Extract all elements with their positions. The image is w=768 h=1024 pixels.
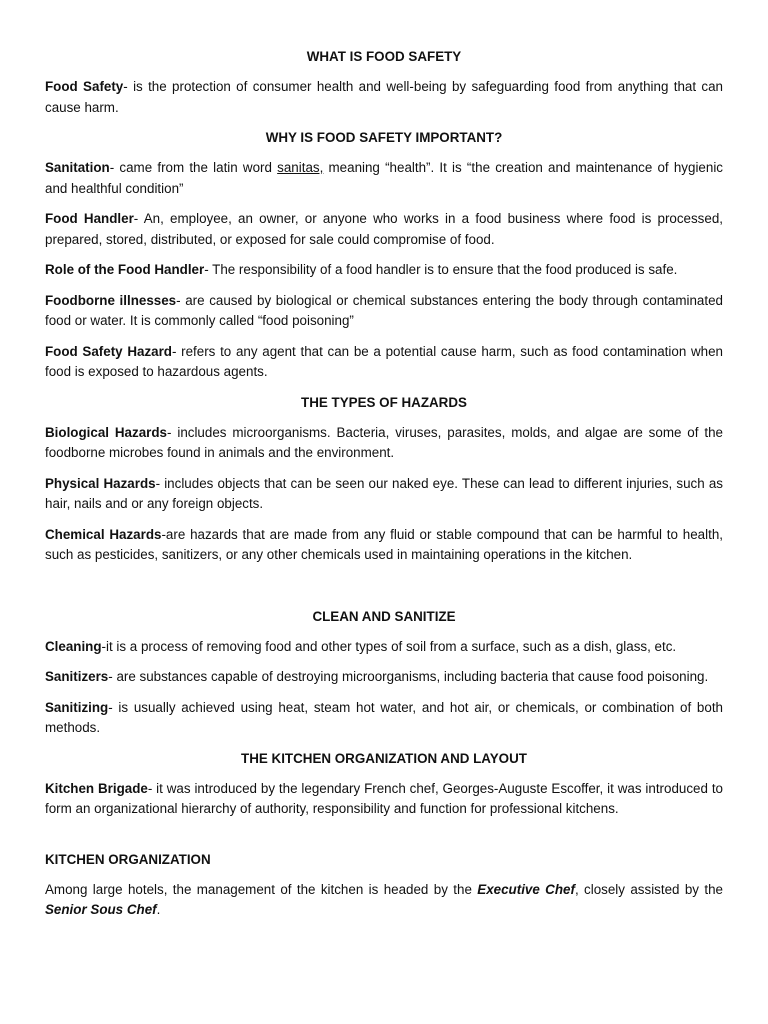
kitchen-org-text-a: Among large hotels, the management of the kitchen is headed by the xyxy=(45,881,478,897)
paragraph-physical-hazards xyxy=(45,474,723,515)
paragraph-food-safety xyxy=(45,77,723,118)
kitchen-org-text-b: , closely assisted by the xyxy=(574,881,723,897)
definition-sanitation-part-b: meaning “health”. It is “the creation and maintenance of hygienic and healthful condition” xyxy=(45,160,723,196)
term-senior-sous-chef: Senior Sous Chef xyxy=(45,902,157,917)
paragraph-kitchen-organization xyxy=(45,880,723,921)
paragraph-food-handler xyxy=(45,209,723,250)
definition-sanitizers: - are substances capable of destroying microorganisms, including bacteria that cause food poisoning. xyxy=(108,669,709,684)
term-foodborne-illnesses: Foodborne illnesses xyxy=(45,292,177,308)
heading-types-of-hazards: THE TYPES OF HAZARDS xyxy=(301,394,467,410)
paragraph-role-food-handler xyxy=(45,260,723,281)
term-role-food-handler: Role of the Food Handler xyxy=(45,262,205,277)
paragraph-biological-hazards xyxy=(45,423,723,464)
term-physical-hazards: Physical Hazards xyxy=(45,475,156,491)
definition-physical-hazards: - includes objects that can be seen our naked eye. These can lead to different injuries, such as hair, nails and or any foreign objects. xyxy=(45,475,723,511)
term-kitchen-brigade: Kitchen Brigade xyxy=(45,780,148,796)
underlined-word-sanitas: sanitas, xyxy=(277,160,324,175)
term-biological-hazards: Biological Hazards xyxy=(45,424,167,440)
paragraph-cleaning xyxy=(45,637,723,658)
definition-sanitation-part-a: - came from the latin word xyxy=(109,160,278,175)
definition-food-handler: - An, employee, an owner, or anyone who works in a food business where food is processed, prepared, stored, distributed, or exposed for sale could compromise of food. xyxy=(45,211,723,247)
term-food-safety-hazard: Food Safety Hazard xyxy=(45,343,172,359)
definition-food-safety: - is the protection of consumer health and well-being by safeguarding food from anything that can cause harm. xyxy=(45,79,723,115)
term-chemical-hazards: Chemical Hazards xyxy=(45,526,162,542)
spacer xyxy=(45,830,723,850)
spacer xyxy=(45,576,723,607)
paragraph-chemical-hazards xyxy=(45,525,723,566)
paragraph-sanitizing xyxy=(45,698,723,739)
definition-biological-hazards: - includes microorganisms. Bacteria, viruses, parasites, molds, and algae are some of the foodborne microbes found in animals and the environment. xyxy=(45,424,723,460)
heading-what-is-food-safety: WHAT IS FOOD SAFETY xyxy=(306,49,462,64)
definition-foodborne-illnesses: - are caused by biological or chemical substances entering the body through contaminated food or water. It is commonly called “food poisoning” xyxy=(45,292,723,328)
term-sanitation: Sanitation xyxy=(45,160,110,175)
definition-food-safety-hazard: - refers to any agent that can be a potential cause harm, such as food contamination when food is exposed to hazardous agents. xyxy=(45,343,723,379)
term-sanitizing: Sanitizing xyxy=(45,699,109,715)
heading-why-important: WHY IS FOOD SAFETY IMPORTANT? xyxy=(265,130,503,145)
definition-role-food-handler: - The responsibility of a food handler is to ensure that the food produced is safe. xyxy=(204,262,678,277)
paragraph-sanitizers xyxy=(45,667,723,688)
term-food-handler: Food Handler xyxy=(45,211,134,226)
definition-cleaning: -it is a process of removing food and other types of soil from a surface, such as a dish, glass, etc. xyxy=(101,638,677,654)
definition-chemical-hazards: -are hazards that are made from any fluid or stable compound that can be harmful to health, such as pesticides, sanitizers, or any other chemicals used in maintaining operations in the kitchen. xyxy=(45,526,723,562)
heading-kitchen-organization-layout: THE KITCHEN ORGANIZATION AND LAYOUT xyxy=(241,750,527,766)
term-sanitizers: Sanitizers xyxy=(45,669,109,684)
paragraph-foodborne-illnesses xyxy=(45,291,723,332)
term-food-safety: Food Safety xyxy=(45,79,124,94)
definition-sanitizing: - is usually achieved using heat, steam hot water, and hot air, or chemicals, or combination of both methods. xyxy=(45,699,723,735)
heading-clean-and-sanitize: CLEAN AND SANITIZE xyxy=(312,608,456,624)
paragraph-kitchen-brigade xyxy=(45,779,723,820)
heading-kitchen-organization: KITCHEN ORGANIZATION xyxy=(45,851,211,867)
kitchen-org-text-c: . xyxy=(156,902,161,917)
definition-kitchen-brigade: - it was introduced by the legendary French chef, Georges-Auguste Escoffer, it was introduced to form an organizational hierarchy of authority, responsibility and function for professional kitchens. xyxy=(45,780,723,816)
paragraph-sanitation xyxy=(45,158,723,199)
term-executive-chef: Executive Chef xyxy=(477,881,575,897)
term-cleaning: Cleaning xyxy=(45,638,102,654)
paragraph-food-safety-hazard xyxy=(45,342,723,383)
